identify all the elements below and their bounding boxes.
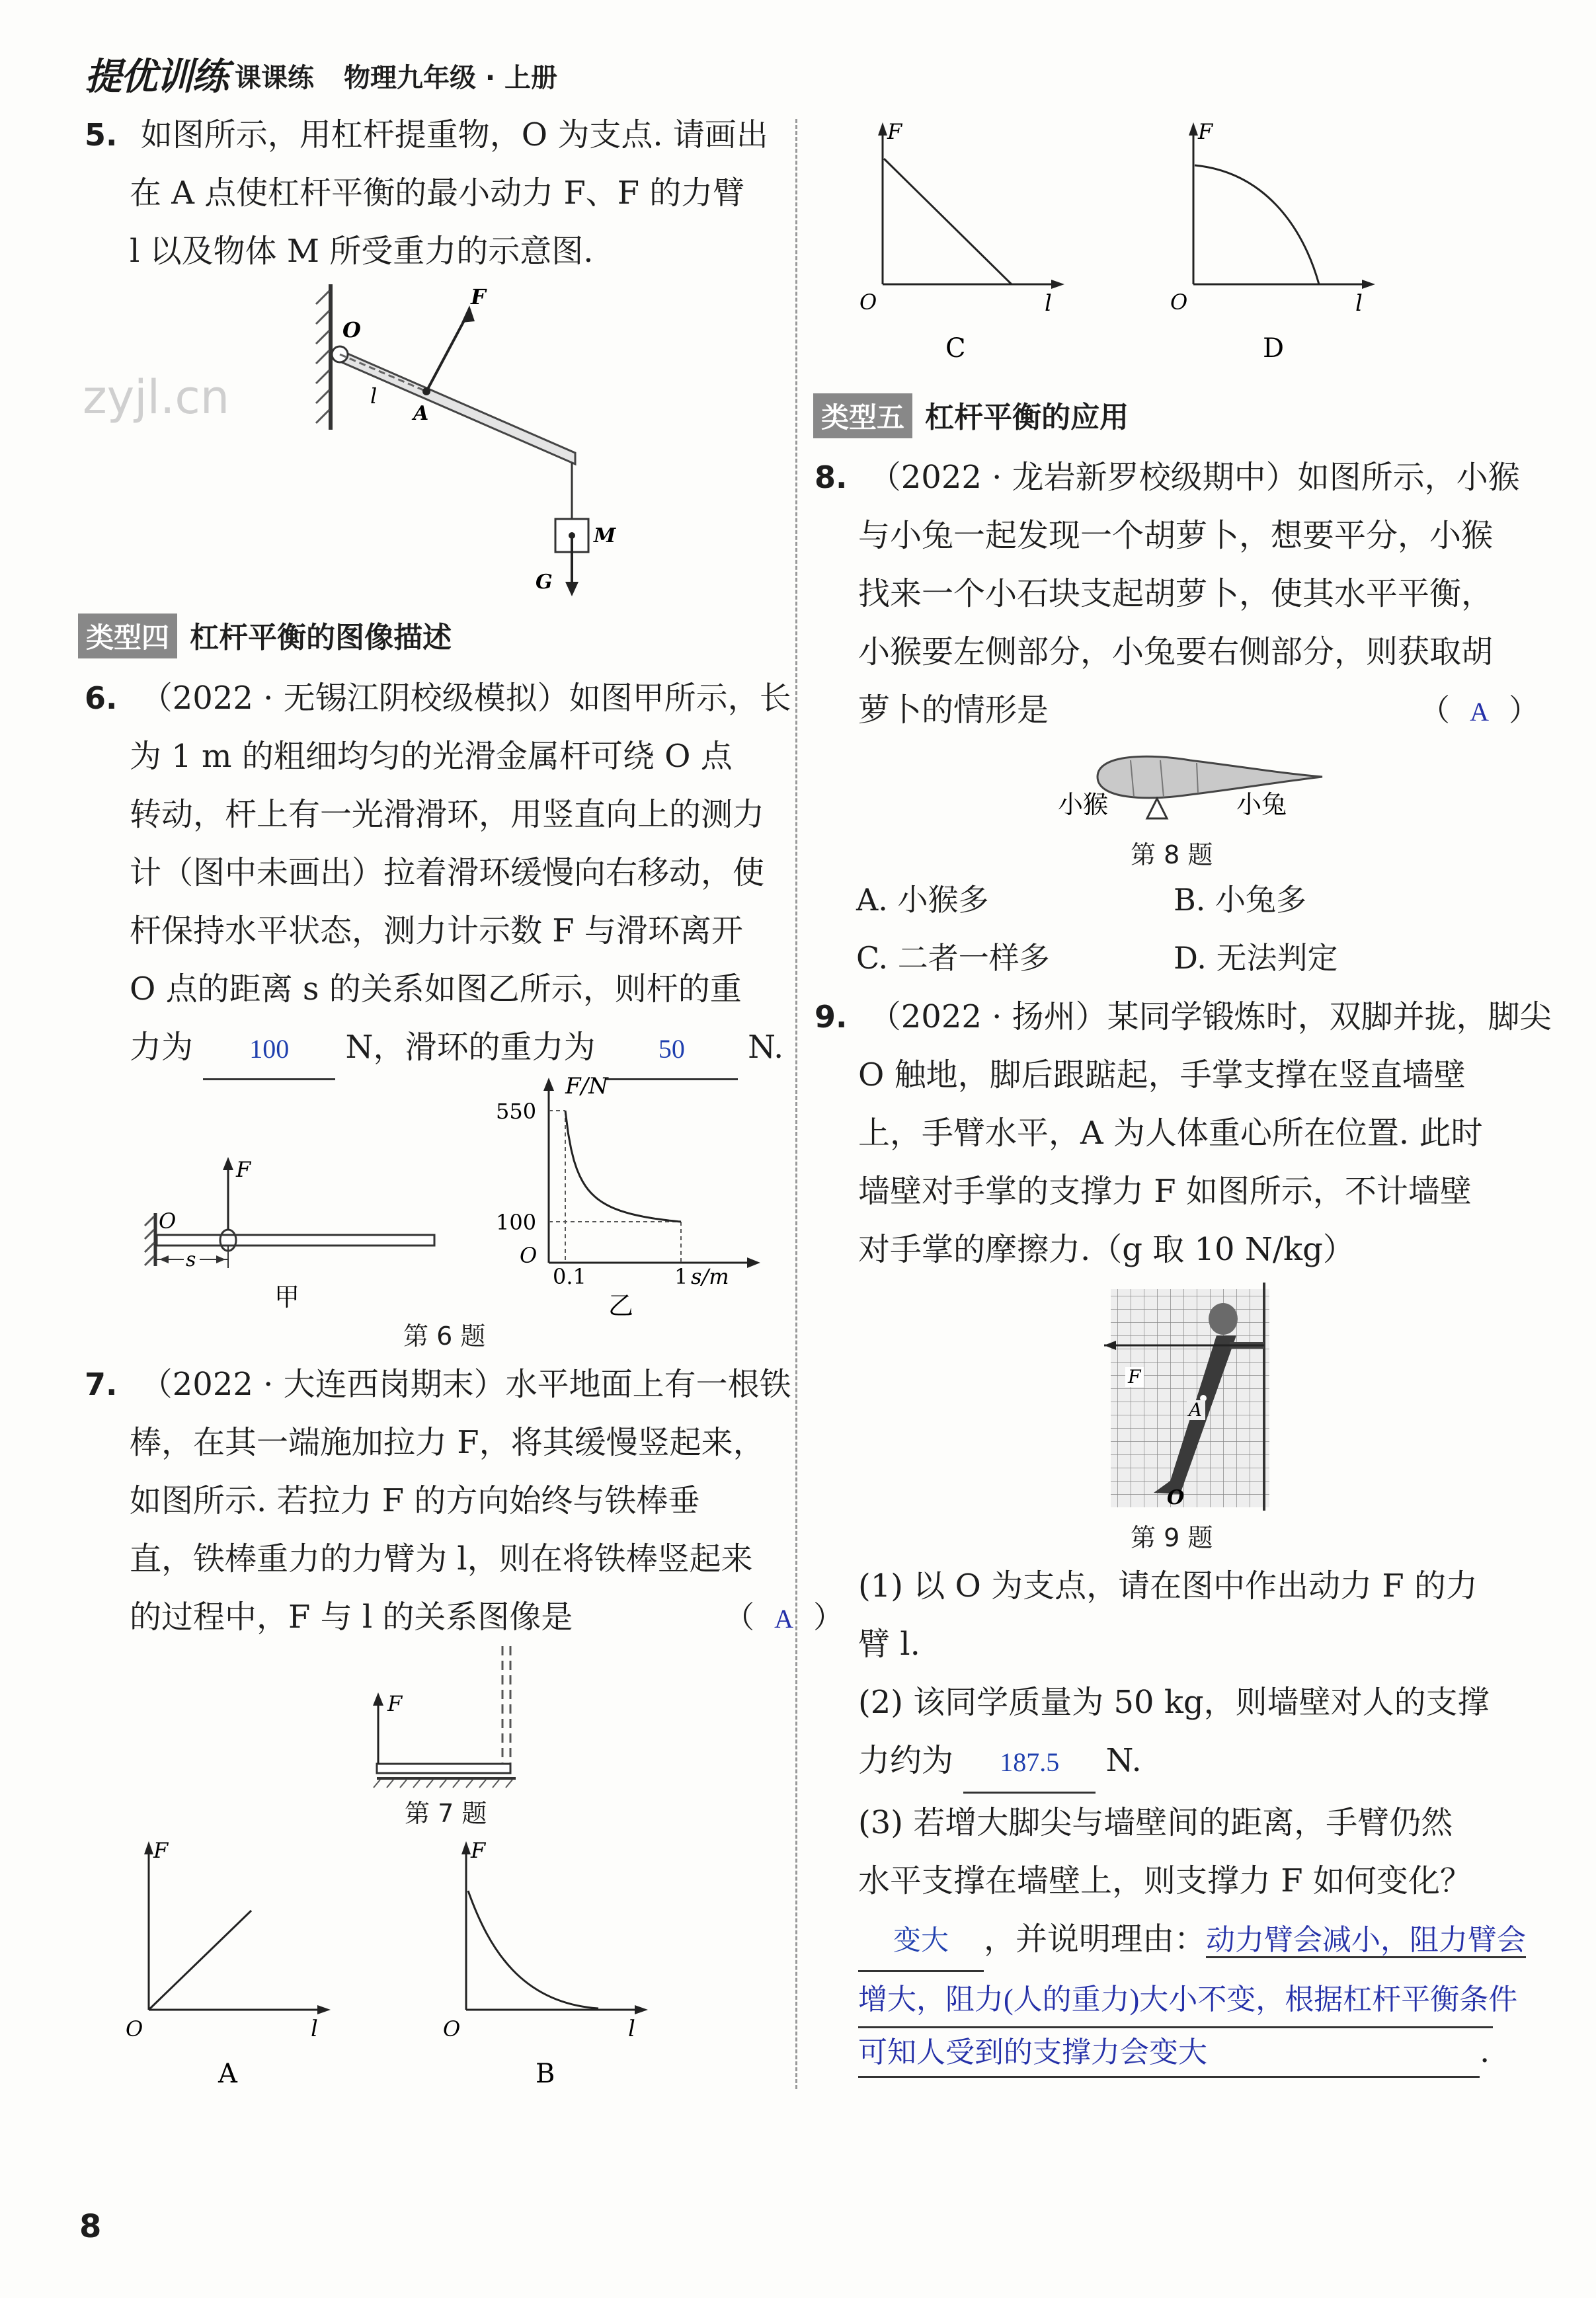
option-label: A [218,2059,237,2089]
answer-blank-support-force[interactable]: 187.5 [963,1733,1096,1794]
question-text: 杆保持水平状态，测力计示数 F 与滑环离开 [130,912,743,949]
answer-value[interactable]: A [774,1604,793,1634]
option-label: D [1263,333,1285,364]
figure-caption: 第 6 题 [403,1322,486,1351]
q7-graph-D [1164,112,1388,377]
answer-choice [1419,681,1539,741]
axis-l: l [628,2016,635,2042]
question-text: 如图所示. 若拉力 F 的方向始终与铁棒垂 [130,1482,700,1519]
q6-chart-yi [489,1071,774,1316]
question-text: （2022 · 无锡江阴校级模拟）如图甲所示，长 [140,680,791,717]
answer-blank-2[interactable]: 50 [606,1020,738,1080]
question-text: 找来一个小石块支起胡萝卜，使其水平平衡， [858,575,1494,612]
part-1-text: 臂 l. [858,1626,920,1663]
part-2-text: (2) 该同学质量为 50 kg，则墙壁对人的支撑 [858,1684,1490,1721]
section-title: 杠杆平衡的应用 [925,401,1129,434]
origin-label: O [520,1243,538,1268]
label-O: O [159,1208,177,1234]
axis-F: F [153,1838,169,1863]
question-text: 小猴要左侧部分，小兔要右侧部分，则获取胡 [858,633,1494,670]
paren-close: ） [1509,692,1539,728]
q7-graph-C [853,112,1078,377]
figure-caption: 第 8 题 [1131,840,1213,869]
reason-line-2[interactable]: 增大，阻力(人的重力)大小不变，根据杠杆平衡条件 [858,1973,1493,2028]
question-number: 9. [815,999,848,1035]
question-text: 对手掌的摩擦力.（g 取 10 N/kg） [858,1231,1355,1268]
question-text: 墙壁对手掌的支撑力 F 如图所示，不计墙壁 [858,1173,1472,1210]
label-O: O [1167,1486,1185,1509]
question-text: l 以及物体 M 所受重力的示意图. [130,233,594,270]
x-axis-label: s/m [691,1264,729,1289]
question-number: 5. [85,117,118,153]
paren-close: ） [813,1599,844,1635]
section-title: 杠杆平衡的图像描述 [190,621,452,654]
question-text: 棒，在其一端施加拉力 F，将其缓慢竖起来， [130,1424,765,1461]
book-title: 物理九年级 · 上册 [344,63,558,93]
label-F: F [387,1691,403,1716]
q9-parts [858,1557,1526,2078]
question-text: 为 1 m 的粗细均匀的光滑金属杆可绕 O 点 [130,738,733,775]
label-O: O [342,317,361,342]
label-s: s [186,1248,196,1271]
axis-F: F [471,1838,486,1863]
x-tick-1: 1 [674,1264,688,1289]
x-tick-0.1: 0.1 [553,1264,586,1289]
question-text: 与小兔一起发现一个胡萝卜，想要平分，小猴 [858,517,1494,554]
option-C[interactable]: C. 二者一样多 [856,940,1050,976]
option-A[interactable]: A. 小猴多 [856,882,989,918]
y-axis-label: F/N [565,1073,608,1099]
q7-graph-A [119,1831,344,2096]
q7-graph-B [436,1831,661,2096]
q7-figure [370,1646,536,1798]
section-4-header [78,614,452,658]
option-label: B [536,2059,555,2089]
figure-caption: 第 9 题 [1131,1523,1213,1552]
question-text: 萝卜的情形是 [858,692,1049,729]
axis-F: F [887,119,902,144]
watermark: zyjl.cn [83,370,230,424]
y-tick-550: 550 [496,1099,537,1124]
section-tag: 类型四 [78,614,177,658]
period: . [1480,2033,1490,2070]
axis-l: l [1355,290,1363,317]
question-number: 6. [85,680,118,716]
force-curve [565,1111,681,1222]
label-M: M [594,524,616,547]
part-3-text: 水平支撑在墙壁上，则支撑力 F 如何变化？ [858,1862,1472,1899]
question-text: 力为 [130,1029,194,1066]
question-9 [815,988,1552,1279]
reason-line-1[interactable]: 动力臂会减小，阻力臂会 [1206,1924,1526,1958]
series-label: 课课练 [235,63,314,93]
axis-l: l [311,2016,318,2042]
column-divider [795,119,797,2089]
question-text: （2022 · 龙岩新罗校级期中）如图所示，小猴 [869,459,1520,496]
answer-choice [724,1588,844,1648]
axis-F: F [1198,119,1213,144]
question-text: O 触地，脚后跟踮起，手掌支撑在竖直墙壁 [858,1056,1466,1093]
answer-blank-1[interactable]: 100 [203,1020,335,1080]
question-text: N. [748,1029,784,1066]
section-tag: 类型五 [813,393,912,438]
q5-lever-figure [291,278,635,602]
question-text: 如图所示，用杠杆提重物，O 为支点. 请画出 [140,116,768,153]
answer-blank-change[interactable]: 变大 [858,1912,984,1972]
question-7 [85,1355,844,1646]
page-number: 8 [79,2208,102,2245]
monkey-label: 小猴 [1058,790,1109,819]
axis-O: O [126,2016,143,2041]
reason-line-3[interactable]: 可知人受到的支撑力会变大 [858,2030,1480,2078]
question-text: 计（图中未画出）拉着滑环缓慢向右移动，使 [130,854,765,891]
figure-caption: 第 7 题 [405,1799,487,1828]
paren-open: （ [724,1599,755,1635]
question-number: 8. [815,459,848,495]
axis-O: O [443,2016,461,2041]
question-number: 7. [85,1367,118,1402]
caption-jia: 甲 [274,1283,300,1312]
question-8 [815,448,1539,739]
question-text: （2022 · 大连西岗期末）水平地面上有一根铁 [140,1366,791,1403]
caption-yi: 乙 [608,1291,634,1316]
option-label: C [945,333,966,364]
axis-O: O [1170,290,1188,315]
section-5-header [813,393,1129,438]
paren-open: （ [1419,692,1451,728]
axis-O: O [859,290,877,315]
answer-value[interactable]: A [1470,697,1489,727]
label-A: A [413,402,429,425]
rabbit-label: 小兔 [1236,790,1287,819]
part-3-text: (3) 若增大脚尖与墙壁间的距离，手臂仍然 [858,1804,1453,1841]
part-3-text: ，并说明理由： [984,1921,1207,1958]
label-F: F [236,1157,251,1182]
y-tick-100: 100 [496,1210,537,1235]
part-2-text: 力约为 [858,1742,954,1779]
question-text: （2022 · 扬州）某同学锻炼时，双脚并拢，脚尖 [869,998,1552,1035]
question-text: O 点的距离 s 的关系如图乙所示，则杆的重 [130,971,742,1008]
question-text: 在 A 点使杠杆平衡的最小动力 F、F 的力臂 [130,175,745,212]
label-G: G [536,571,553,594]
q6-figure-jia [142,1150,446,1322]
label-l: l [370,383,378,409]
question-text: 转动，杆上有一光滑滑环，用竖直向上的测力 [130,796,765,833]
option-B[interactable]: B. 小兔多 [1174,882,1307,918]
question-text: N，滑环的重力为 [345,1029,596,1066]
question-5 [85,106,768,280]
question-text: 上，手臂水平，A 为人体重心所在位置. 此时 [858,1115,1483,1152]
axis-l: l [1045,290,1052,317]
question-text: 的过程中，F 与 l 的关系图像是 [130,1599,573,1636]
brand-logo: 提优训练 [85,56,227,99]
option-D[interactable]: D. 无法判定 [1174,940,1338,976]
question-text: 直，铁棒重力的力臂为 l，则在将铁棒竖起来 [130,1540,753,1577]
q9-figure [1104,1283,1276,1514]
label-F: F [471,284,486,309]
label-A: A [1189,1399,1203,1421]
part-2-text: N. [1105,1742,1142,1779]
part-1-text: (1) 以 O 为支点，请在图中作出动力 F 的力 [858,1567,1478,1605]
label-F: F [1128,1366,1141,1388]
question-6 [85,669,791,1080]
